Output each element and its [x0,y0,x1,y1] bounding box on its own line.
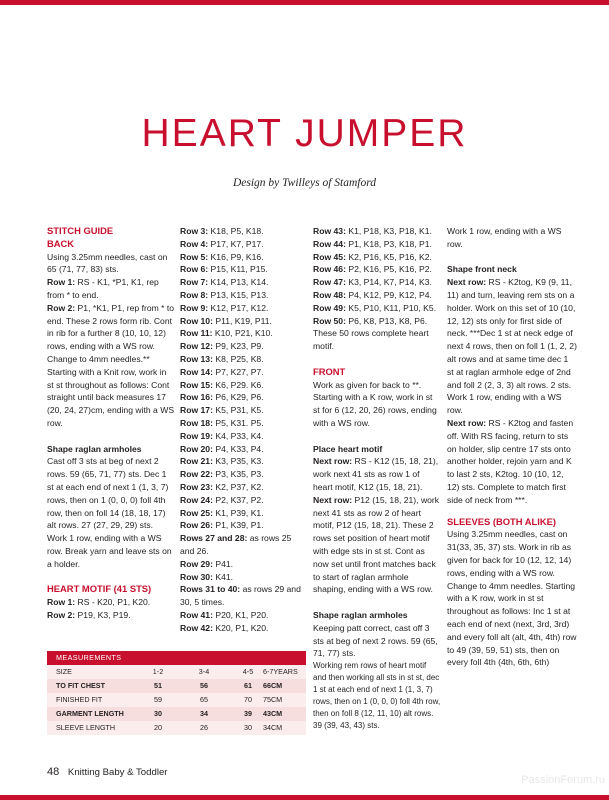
column-3 [313,225,441,732]
pattern-row: Row 45: K2, P16, K5, P16, K2. [313,251,432,262]
pattern-row: Row 46: P2, K16, P5, K16, P2. [313,264,432,275]
motif-end-text: These 50 rows complete heart motif. [313,328,429,352]
pattern-row: Row 21: K3, P35, K3. [180,456,264,467]
measurement-cell: TO FIT CHEST [56,681,105,690]
pattern-row: Row 44: P1, K18, P3, K18, P1. [313,238,432,249]
pattern-row: Row 13: K8, P25, K8. [180,353,264,364]
pattern-row: Row 18: P5, K31. P5. [180,417,264,428]
pattern-row: Row 3: K18, P5, K18. [180,226,264,236]
back-row-1: Row 1: RS - K1, *P1, K1, rep from * to end. [47,277,159,300]
measurement-row [47,707,306,721]
watermark: PassionForum.ru [521,774,605,786]
measurement-cell: 3-4 [198,667,210,676]
measurement-cell: 4-5 [242,667,254,676]
work-one-row: Work 1 row, ending with a WS row. [447,226,562,249]
pattern-row: Row 20: P4, K33, P4. [180,443,264,454]
measurement-row [47,721,306,735]
measurement-cell: 75CM [263,695,283,704]
pattern-row: Row 43: K1, P18, K3, P18, K1. [313,226,432,236]
pattern-row: Rows 31 to 40: as rows 29 and 30, 5 times. [180,584,301,608]
pattern-row: Row 29: P41. [180,558,234,569]
back-heading: BACK [47,237,75,249]
measurement-cell: 70 [244,695,252,704]
pattern-row: Row 23: K2, P37, K2. [180,481,264,492]
measurement-cell: SLEEVE LENGTH [56,723,116,732]
heart-motif-heading: HEART MOTIF (41 STS) [47,583,152,595]
measurement-cell: 30 [154,709,162,718]
shape-front-neck-heading: Shape front neck [447,264,517,275]
pattern-row: Row 11: K10, P21, K10. [180,328,273,339]
measurement-cell: 61 [244,681,252,690]
measurement-cell: 51 [154,681,162,690]
place-heart-heading: Place heart motif [313,443,383,454]
bottom-accent-bar [0,795,609,800]
pattern-row: Row 19: K4, P33, K4. [180,430,264,441]
pattern-row: Row 25: K1, P39, K1. [180,507,264,518]
sleeves-heading: SLEEVES (BOTH ALIKE) [447,515,557,527]
pattern-row: Row 48: P4, K12, P9, K12, P4. [313,289,432,300]
column-1 [47,225,175,622]
back-cast-on: Using 3.25mm needles, cast on 65 (71, 77, 83) sts. [47,251,168,275]
measurement-cell: 65 [200,695,208,704]
back-body-text: Change to 4mm needles.** Starting with a Knit row, work in st st throughout as follows: Cont straight until back measures 17 (20, 24, 27)cm, ending with a WS row. [47,353,175,428]
front-raglan-text-1: Keeping patt correct, cast off 3 sts at beg of next 2 rows. 59 (65, 71, 77) sts. [313,622,438,659]
measurement-cell: 30 [244,723,252,732]
measurement-cell: 1-2 [152,667,164,676]
page-title: HEART JUMPER [141,112,468,155]
front-raglan-heading: Shape raglan armholes [313,609,408,620]
measurement-cell: 6-7YEARS [263,667,298,676]
top-accent-bar [0,0,609,5]
pattern-row: Row 24: P2, K37, P2. [180,494,264,505]
front-neck-next-2: Next row: RS - K2tog and fasten off. With RS facing, return to sts on holder, slip centre 17 sts onto another holder, rejoin yarn and K to last 2 sts, K2tog. 10 (10, 12, 12) sts. Complete to match first side of neck from ***. [447,417,574,505]
measurement-cell: 43CM [263,709,283,718]
stitch-guide-heading: STITCH GUIDE [47,225,114,236]
measurements-header: MEASUREMENTS [47,651,306,665]
pattern-row: Row 49: K5, P10, K11, P10, K5. [313,302,437,313]
measurement-cell: FINISHED FIT [56,695,103,704]
pattern-row: Row 4: P17, K7, P17. [180,238,264,249]
measurement-cell: 34CM [263,723,283,732]
pattern-row: Row 50: P6, K8, P13, K8, P6. [313,315,428,326]
place-heart-next-2: Next row: P12 (15, 18, 21), work next 41 sts as row 2 of heart motif, P12 (15, 18, 21). These 2 rows set position of heart motif with edge sts in st st. Cont as now set until front matches back to start of raglan armhole shaping, ending with a WS row. [313,494,440,595]
pattern-row: Row 15: K6, P29. K6. [180,379,264,390]
measurement-cell: 59 [154,695,162,704]
pattern-row: Row 16: P6, K29, P6. [180,392,264,403]
measurement-cell: 26 [200,723,208,732]
front-text: Work as given for back to **. Starting with a K row, work in st st for 6 (12, 20, 26) rows, ending with a WS row. [313,379,437,428]
measurement-row [47,679,306,693]
back-row-2: Row 2: P1, *K1, P1, rep from * to end. These 2 rows form rib. Cont in rib for a further 8 (10, 10, 12) rows, ending with a WS row. [47,302,175,352]
pattern-row: Row 22: P3, K35, P3. [180,469,264,480]
pattern-row: Rows 27 and 28: as rows 25 and 26. [180,533,292,556]
measurement-cell: 56 [200,681,208,690]
pattern-row: Row 5: K16, P9, K16. [180,251,264,262]
front-neck-next-1: Next row: RS - K2tog, K9 (9, 11, 11) and turn, leaving rem sts on a holder. Work on this set of 10 (10, 12, 12) sts only for first side of neck. ***Dec 1 st at neck edge of next 4 rows, then on foll 1 (1, 2, 2) alt rows and at same time dec 1 st at raglan armhole edge of 2nd and foll 2 (2, 3, 3) alt rows. 2 sts. Work 1 row, ending with a WS row. [447,277,577,416]
heart-row-1: Row 1: RS - K20, P1, K20. [47,597,151,608]
front-heading: FRONT [313,365,346,377]
pattern-row: Row 14: P7, K27, P7. [180,366,264,377]
measurement-cell: 66CM [263,681,283,690]
measurement-cell: SIZE [56,667,72,676]
heart-motif-rows [180,225,306,635]
sleeves-text-1: Using 3.25mm needles, cast on 31(33, 35, 37) sts. Work in rib as given for back for 10 (12, 12, 14) rows, ending with a WS row. [447,529,572,578]
pattern-row: Row 8: P13, K15, P13. [180,289,269,300]
pattern-row: Row 17: K5, P31, K5. [180,405,264,416]
pattern-row: Row 7: K14, P13, K14. [180,277,269,288]
place-heart-next-1: Next row: RS - K12 (15, 18, 21), work next 41 sts as row 1 of heart motif, K12 (15, 18, 21). [313,456,439,492]
sleeves-text-2: Change to 4mm needles. Starting with a K row, work in st st throughout as follows: Inc 1 st at each end of next (next, 3rd, 3rd) and every foll alt (alt, 4th, 4th) row to 49 (39, 59, 51) sts, then on every foll 4th (4th, 6th, 6th) [447,580,577,668]
heart-row-2: Row 2: P19, K3, P19. [47,609,131,620]
pattern-row: Row 12: P9, K23, P9. [180,341,264,352]
publication-name: Knitting Baby & Toddler [67,767,168,778]
raglan-text: Cast off 3 sts at beg of next 2 rows. 59 (65, 71, 77) sts. Dec 1 st at each end of next 1 (1, 3, 7) rows, then on 1 (0, 0, 0) foll 4th row, then on foll 14 (18, 18, 17) alt rows. 27 (27, 29, 29) sts. Work 1 row, ending with a WS row. Break yarn and leave sts on a holder. [47,456,172,569]
heart-motif-rows-end [313,225,441,327]
page-footer [47,766,167,778]
measurement-row [47,693,306,707]
measurement-cell: 34 [200,709,208,718]
measurement-cell: 20 [154,723,162,732]
measurement-cell: 39 [244,709,252,718]
page-number: 48 [47,766,60,778]
pattern-row: Row 30: K41. [180,571,234,582]
pattern-row: Row 9: K12, P17, K12. [180,302,269,313]
measurement-cell: GARMENT LENGTH [56,709,124,718]
pattern-row: Row 41: P20, K1, P20. [180,609,269,620]
measurement-row [47,665,306,679]
column-4 [447,225,577,669]
pattern-row: Row 10: P11, K19, P11. [180,315,272,326]
designer-byline: Design by Twilleys of Stamford [232,177,377,189]
front-raglan-text-2: Working rem rows of heart motif and then working all sts in st st, dec 1 st at each end of next 1 (1, 3, 7) rows, then on 1 (0, 0, 0) foll 4th row, then on foll 8 (12, 11, 10) alt rows. 39 (39, 43, 43) sts. [313,661,441,731]
pattern-row: Row 6: P15, K11, P15. [180,264,268,275]
shape-raglan-heading: Shape raglan armholes [47,443,142,454]
column-2 [180,225,306,635]
pattern-row: Row 42: K20, P1, K20. [180,622,269,633]
pattern-row: Row 26: P1, K39, P1. [180,520,264,531]
pattern-row: Row 47: K3, P14, K7, P14, K3. [313,277,432,288]
measurements-table [47,651,306,735]
